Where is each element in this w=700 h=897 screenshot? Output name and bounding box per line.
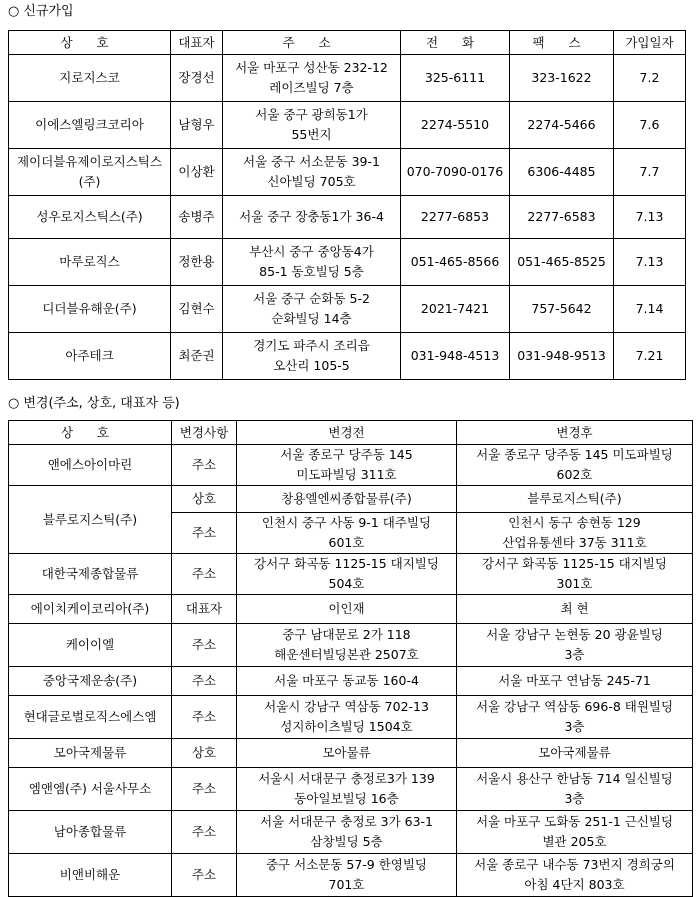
table-row bbox=[9, 854, 693, 897]
header-before: 변경전 bbox=[237, 421, 457, 445]
section-title-text: 신규가입 bbox=[23, 4, 74, 19]
phone-cell: 2277-6853 bbox=[401, 196, 510, 239]
join-date-cell: 7.14 bbox=[614, 286, 686, 333]
join-date-cell: 7.21 bbox=[614, 333, 686, 380]
after-cell: 서울 강남구 역삼동 696-8 태원빌딩 3층 bbox=[457, 696, 693, 739]
change-type-cell: 주소 bbox=[172, 445, 237, 486]
company-cell: 성우로지스틱스(주) bbox=[9, 196, 171, 239]
fax-cell: 2277-6583 bbox=[510, 196, 614, 239]
representative-cell: 장경선 bbox=[171, 55, 223, 102]
table-row bbox=[9, 595, 693, 624]
header-representative: 대표자 bbox=[171, 31, 223, 55]
before-cell: 서울시 강남구 역삼동 702-13 성지하이츠빌딩 1504호 bbox=[237, 696, 457, 739]
header-phone: 전 화 bbox=[401, 31, 510, 55]
fax-cell: 757-5642 bbox=[510, 286, 614, 333]
address-cell: 경기도 파주시 조리읍 오산리 105-5 bbox=[223, 333, 401, 380]
address-cell: 서울 중구 서소문동 39-1 신아빌딩 705호 bbox=[223, 149, 401, 196]
change-type-cell: 주소 bbox=[172, 811, 237, 854]
representative-cell: 남형우 bbox=[171, 102, 223, 149]
change-type-cell: 주소 bbox=[172, 854, 237, 897]
before-cell: 강서구 화곡동 1125-15 대지빌딩 504호 bbox=[237, 554, 457, 595]
join-date-cell: 7.13 bbox=[614, 196, 686, 239]
after-cell: 서울 종로구 당주동 145 미도파빌딩 602호 bbox=[457, 445, 693, 486]
change-type-cell: 주소 bbox=[172, 513, 237, 554]
fax-cell: 6306-4485 bbox=[510, 149, 614, 196]
before-cell: 모아물류 bbox=[237, 739, 457, 768]
circle-bullet-icon: ○ bbox=[8, 4, 20, 19]
join-date-cell: 7.13 bbox=[614, 239, 686, 286]
header-address: 주 소 bbox=[223, 31, 401, 55]
fax-cell: 323-1622 bbox=[510, 55, 614, 102]
header-company: 상 호 bbox=[9, 31, 171, 55]
address-cell: 서울 마포구 성산동 232-12 레이즈빌딩 7층 bbox=[223, 55, 401, 102]
before-cell: 서울시 서대문구 충정로3가 139 동아일보빌딩 16층 bbox=[237, 768, 457, 811]
change-type-cell: 상호 bbox=[172, 739, 237, 768]
representative-cell: 김현수 bbox=[171, 286, 223, 333]
table-row bbox=[9, 486, 693, 513]
header-fax: 팩 스 bbox=[510, 31, 614, 55]
phone-cell: 325-6111 bbox=[401, 55, 510, 102]
address-cell: 서울 중구 광희동1가 55번지 bbox=[223, 102, 401, 149]
after-cell: 서울 종로구 내수동 73번지 경희궁의 아침 4단지 803호 bbox=[457, 854, 693, 897]
company-cell: 남아종합물류 bbox=[9, 811, 172, 854]
before-cell: 서울 서대문구 충정로 3가 63-1 삼창빌딩 5층 bbox=[237, 811, 457, 854]
representative-cell: 정한용 bbox=[171, 239, 223, 286]
circle-bullet-icon: ○ bbox=[8, 396, 20, 411]
table-row bbox=[9, 239, 686, 286]
phone-cell: 2021-7421 bbox=[401, 286, 510, 333]
table-row bbox=[9, 739, 693, 768]
after-cell: 서울 마포구 도화동 251-1 근신빌딩 별관 205호 bbox=[457, 811, 693, 854]
after-cell: 서울 마포구 연남동 245-71 bbox=[457, 667, 693, 696]
change-type-cell: 주소 bbox=[172, 554, 237, 595]
company-cell: 지로지스코 bbox=[9, 55, 171, 102]
table-row bbox=[9, 624, 693, 667]
section-title-new-members bbox=[8, 2, 74, 22]
join-date-cell: 7.7 bbox=[614, 149, 686, 196]
before-cell: 창용엘엔씨종합물류(주) bbox=[237, 486, 457, 513]
phone-cell: 051-465-8566 bbox=[401, 239, 510, 286]
header-company: 상 호 bbox=[9, 421, 172, 445]
table-row bbox=[9, 55, 686, 102]
company-cell: 중앙국제운송(주) bbox=[9, 667, 172, 696]
representative-cell: 최준권 bbox=[171, 333, 223, 380]
change-type-cell: 주소 bbox=[172, 624, 237, 667]
change-type-cell: 대표자 bbox=[172, 595, 237, 624]
company-cell: 블루로지스틱(주) bbox=[9, 486, 172, 554]
table-row bbox=[9, 667, 693, 696]
after-cell: 블루로지스틱(주) bbox=[457, 486, 693, 513]
table-row bbox=[9, 696, 693, 739]
company-cell: 케이이엘 bbox=[9, 624, 172, 667]
address-cell: 서울 중구 순화동 5-2 순화빌딩 14층 bbox=[223, 286, 401, 333]
fax-cell: 031-948-9513 bbox=[510, 333, 614, 380]
after-cell: 강서구 화곡동 1125-15 대지빌딩 301호 bbox=[457, 554, 693, 595]
company-cell: 아주테크 bbox=[9, 333, 171, 380]
representative-cell: 이상환 bbox=[171, 149, 223, 196]
before-cell: 이인재 bbox=[237, 595, 457, 624]
company-cell: 대한국제종합물류 bbox=[9, 554, 172, 595]
table-row bbox=[9, 445, 693, 486]
before-cell: 중구 서소문동 57-9 한영빌딩 701호 bbox=[237, 854, 457, 897]
header-change-type: 변경사항 bbox=[172, 421, 237, 445]
company-cell: 마루로직스 bbox=[9, 239, 171, 286]
after-cell: 최 현 bbox=[457, 595, 693, 624]
after-cell: 서울 강남구 논현동 20 광윤빌딩 3층 bbox=[457, 624, 693, 667]
company-cell: 에이치케이코리아(주) bbox=[9, 595, 172, 624]
change-type-cell: 주소 bbox=[172, 696, 237, 739]
company-cell: 현대글로벌로직스에스엠 bbox=[9, 696, 172, 739]
table-header-row bbox=[9, 421, 693, 445]
table-row bbox=[9, 554, 693, 595]
change-type-cell: 상호 bbox=[172, 486, 237, 513]
after-cell: 서울시 용산구 한남동 714 일신빌딩 3층 bbox=[457, 768, 693, 811]
header-after: 변경후 bbox=[457, 421, 693, 445]
changes-table bbox=[8, 420, 693, 897]
company-cell: 모아국제물류 bbox=[9, 739, 172, 768]
table-row bbox=[9, 768, 693, 811]
join-date-cell: 7.2 bbox=[614, 55, 686, 102]
header-join-date: 가입일자 bbox=[614, 31, 686, 55]
new-members-table bbox=[8, 30, 686, 380]
table-row bbox=[9, 333, 686, 380]
fax-cell: 051-465-8525 bbox=[510, 239, 614, 286]
phone-cell: 070-7090-0176 bbox=[401, 149, 510, 196]
representative-cell: 송병주 bbox=[171, 196, 223, 239]
after-cell: 인천시 동구 송현동 129 산업유통센타 37동 311호 bbox=[457, 513, 693, 554]
table-row bbox=[9, 811, 693, 854]
table-row bbox=[9, 102, 686, 149]
before-cell: 서울 마포구 동교동 160-4 bbox=[237, 667, 457, 696]
section-title-text: 변경(주소, 상호, 대표자 등) bbox=[23, 396, 180, 411]
phone-cell: 031-948-4513 bbox=[401, 333, 510, 380]
table-row bbox=[9, 149, 686, 196]
change-type-cell: 주소 bbox=[172, 768, 237, 811]
before-cell: 중구 남대문로 2가 118 해운센터빌딩본관 2507호 bbox=[237, 624, 457, 667]
table-row bbox=[9, 196, 686, 239]
company-cell: 비앤비해운 bbox=[9, 854, 172, 897]
company-cell: 앤에스아이마린 bbox=[9, 445, 172, 486]
table-header-row bbox=[9, 31, 686, 55]
company-cell: 엠앤엠(주) 서울사무소 bbox=[9, 768, 172, 811]
join-date-cell: 7.6 bbox=[614, 102, 686, 149]
company-cell: 이에스엘링크코리아 bbox=[9, 102, 171, 149]
fax-cell: 2274-5466 bbox=[510, 102, 614, 149]
company-cell: 디더블유해운(주) bbox=[9, 286, 171, 333]
address-cell: 부산시 중구 중앙동4가 85-1 동호빌딩 5층 bbox=[223, 239, 401, 286]
before-cell: 인천시 중구 사동 9-1 대주빌딩 601호 bbox=[237, 513, 457, 554]
before-cell: 서울 종로구 당주동 145 미도파빌딩 311호 bbox=[237, 445, 457, 486]
address-cell: 서울 중구 장충동1가 36-4 bbox=[223, 196, 401, 239]
phone-cell: 2274-5510 bbox=[401, 102, 510, 149]
section-title-changes bbox=[8, 394, 180, 414]
table-row bbox=[9, 286, 686, 333]
after-cell: 모아국제물류 bbox=[457, 739, 693, 768]
change-type-cell: 주소 bbox=[172, 667, 237, 696]
company-cell: 제이더블유제이로지스틱스(주) bbox=[9, 149, 171, 196]
